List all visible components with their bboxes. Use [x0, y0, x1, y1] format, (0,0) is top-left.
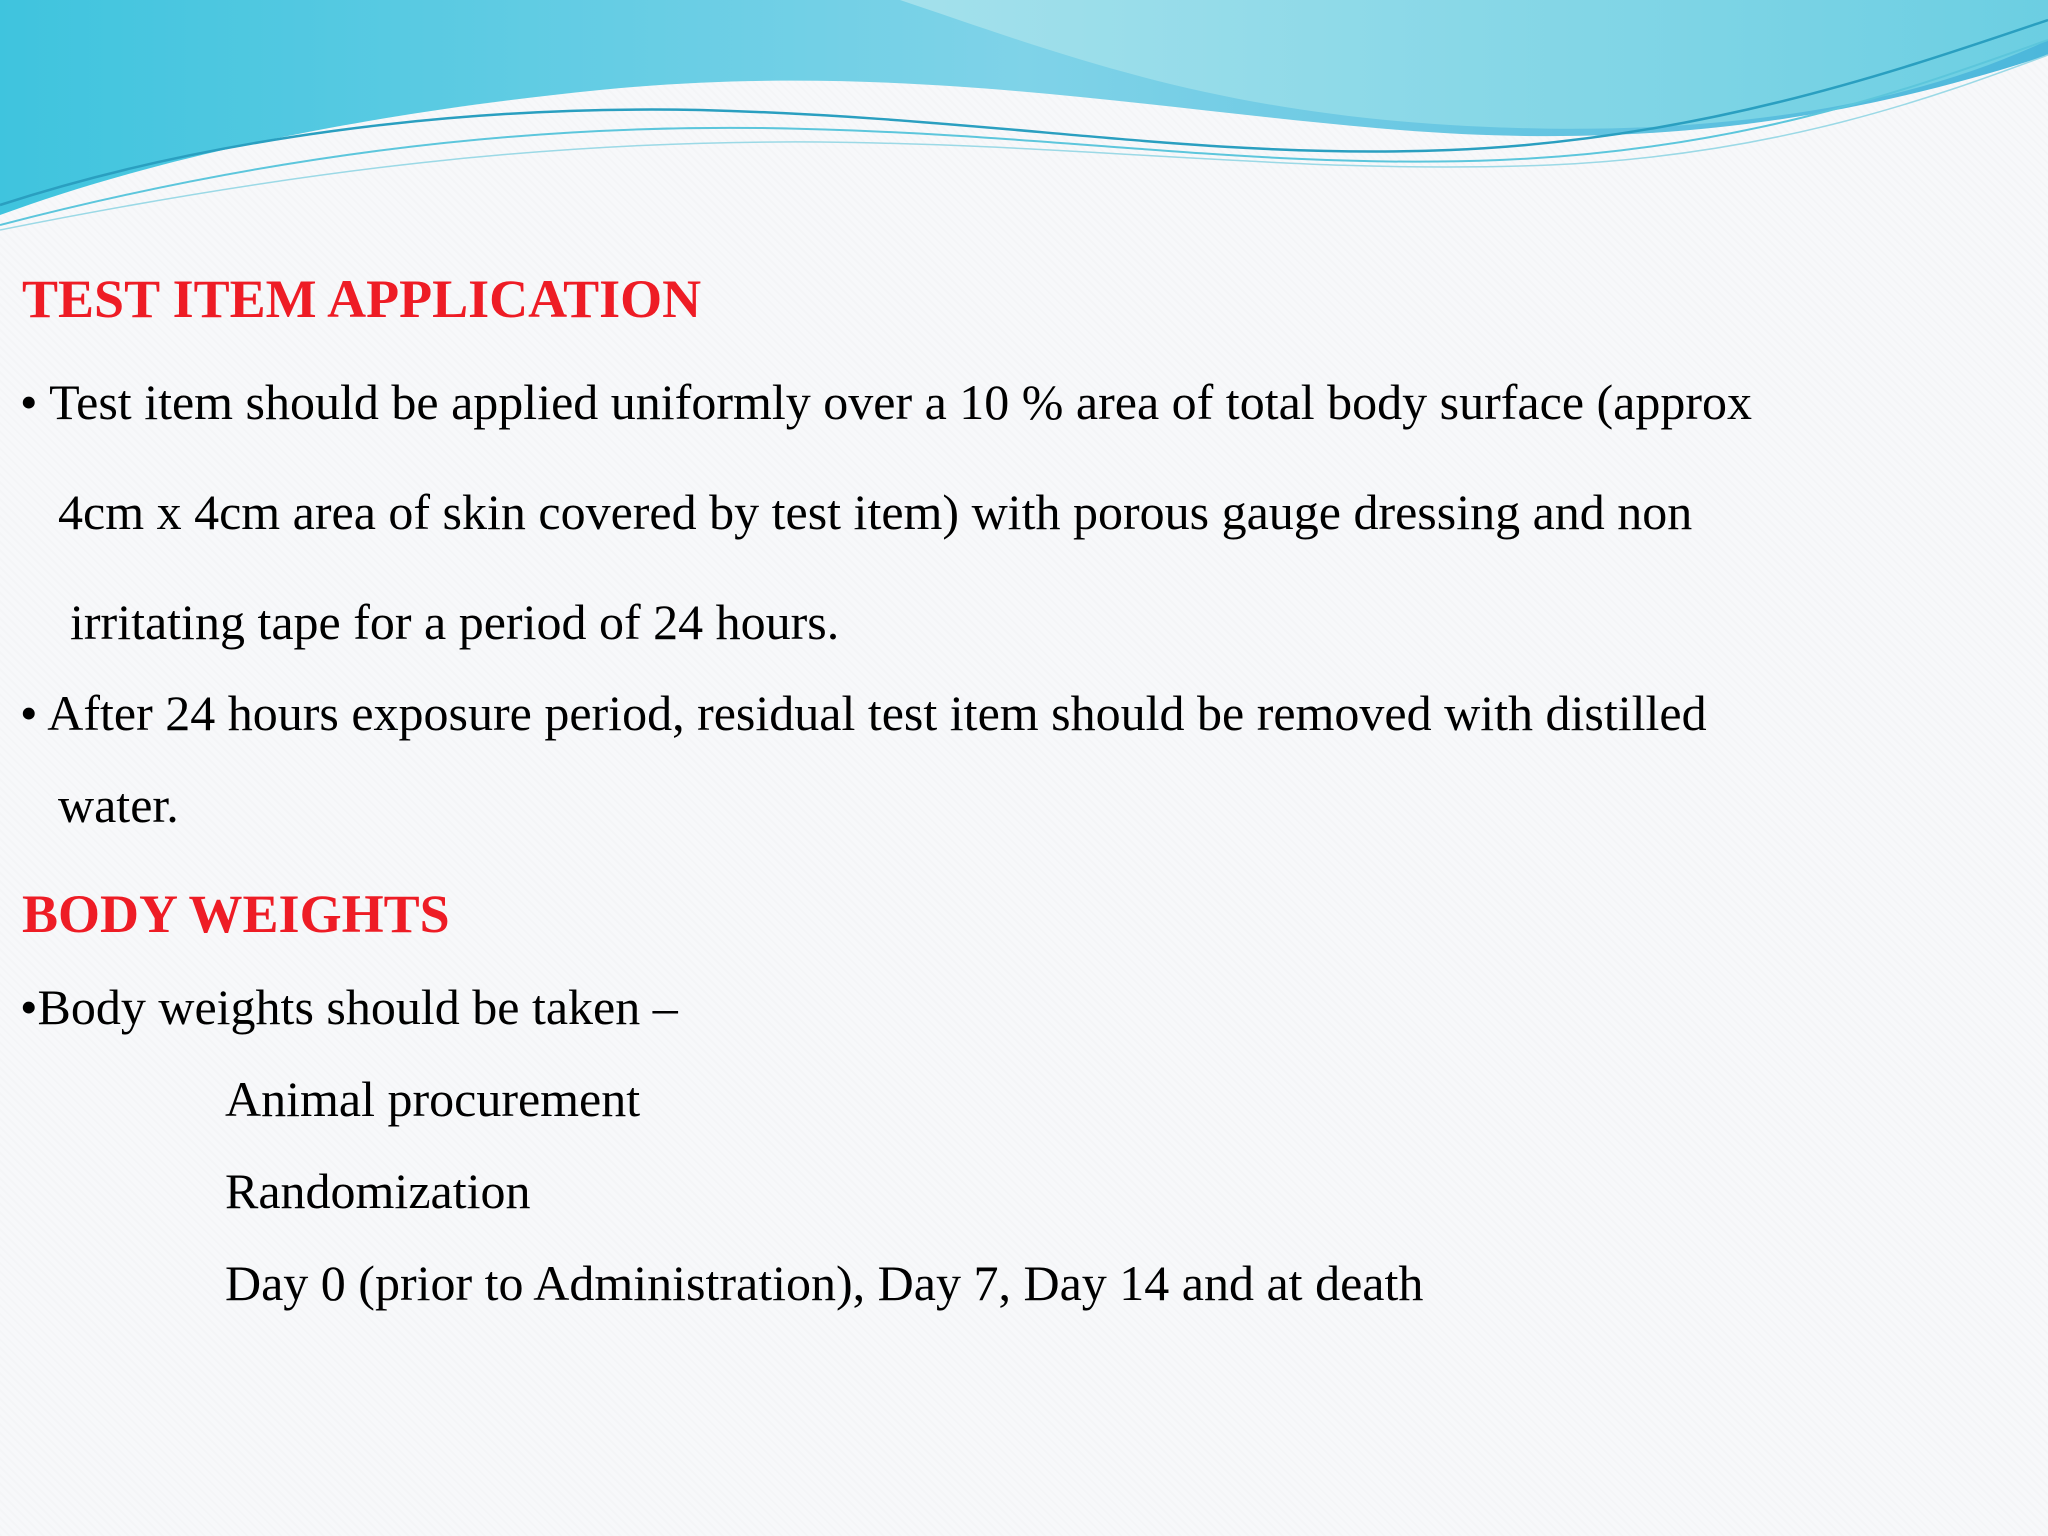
heading-body-weights: BODY WEIGHTS — [22, 884, 450, 944]
bullet-text-line: 4cm x 4cm area of skin covered by test item) with porous gauge dressing and non — [58, 484, 1693, 540]
bullet-text-line: water. — [58, 777, 179, 833]
header-wave-decoration — [0, 0, 2048, 240]
bullet-text-line: irritating tape for a period of 24 hours. — [70, 594, 840, 650]
bullet-text-line: • Test item should be applied uniformly over a 10 % area of total body surface (approx — [20, 374, 1753, 430]
list-item: Day 0 (prior to Administration), Day 7, Day 14 and at death — [225, 1255, 1424, 1311]
heading-test-item-application: TEST ITEM APPLICATION — [22, 269, 702, 329]
bullet-text-line: • After 24 hours exposure period, residual test item should be removed with distilled — [20, 685, 1707, 741]
bullet-text-line: •Body weights should be taken – — [20, 979, 678, 1035]
list-item: Randomization — [225, 1163, 531, 1219]
list-item: Animal procurement — [225, 1071, 641, 1127]
